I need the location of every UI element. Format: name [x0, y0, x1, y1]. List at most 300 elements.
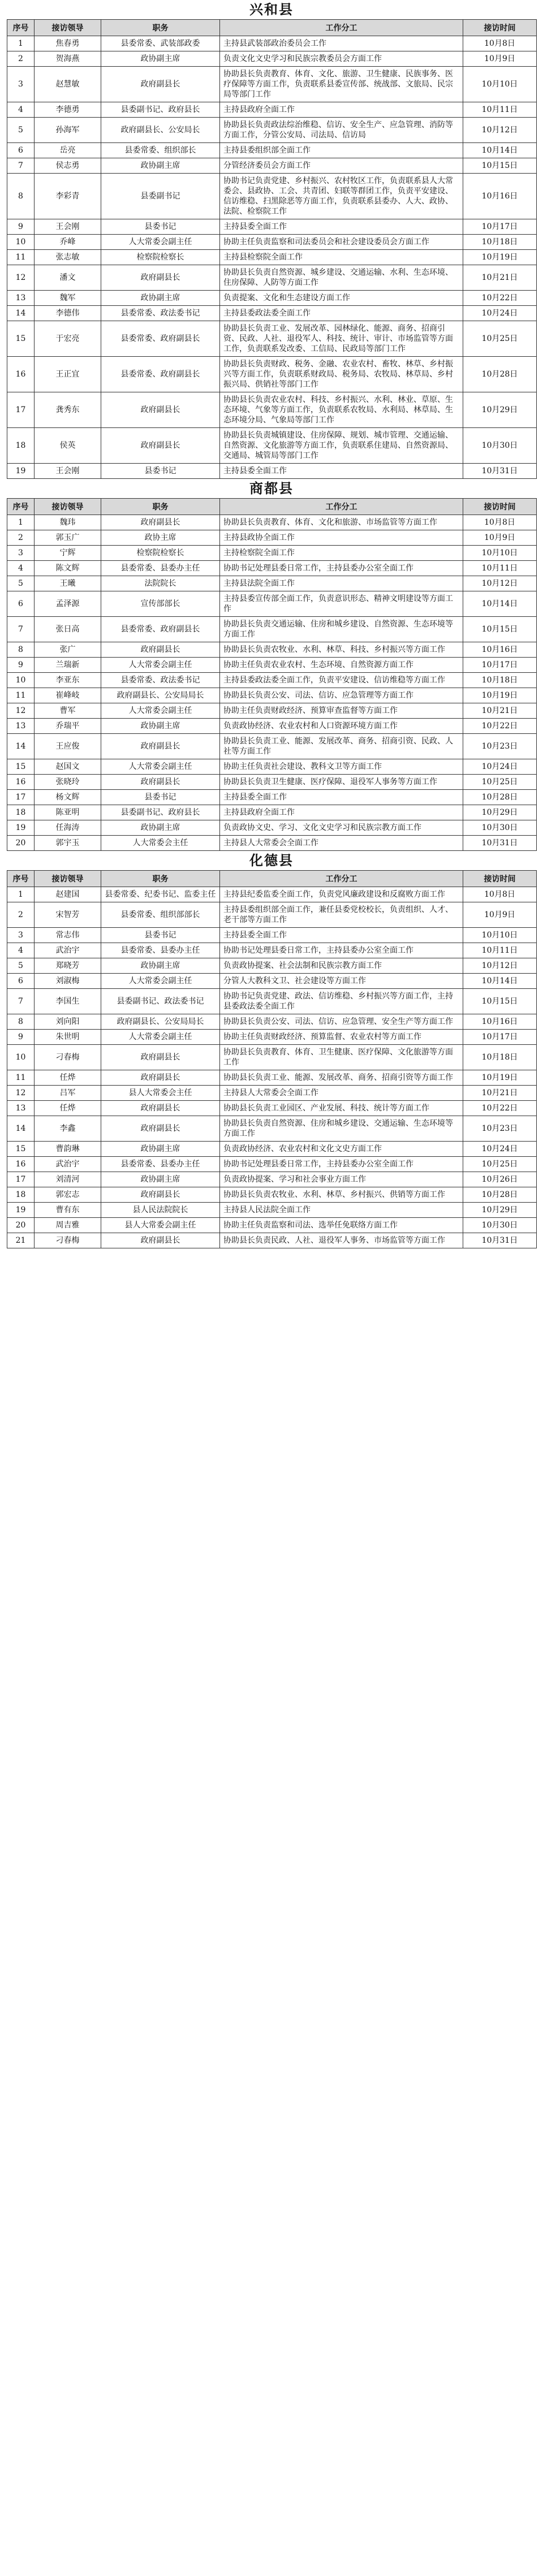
leader-position: 县委常委、县委办主任	[101, 943, 220, 958]
leader-name: 宋智芳	[35, 902, 101, 928]
table-row	[7, 790, 537, 805]
table-row	[7, 1172, 537, 1187]
leader-position: 政府副县长、公安局长	[101, 118, 220, 143]
leader-name: 焦春勇	[35, 36, 101, 51]
table-row	[7, 836, 537, 851]
work-division: 主持县委组织部全面工作	[220, 143, 463, 158]
leader-position: 宣传部部长	[101, 591, 220, 617]
reception-date: 10月23日	[463, 1116, 537, 1142]
table-row	[7, 1030, 537, 1045]
leader-name: 曹有东	[35, 1203, 101, 1218]
leader-name: 任海涛	[35, 820, 101, 836]
table-row	[7, 591, 537, 617]
work-division: 协助主任负责财政经济、预算审查监督等方面工作	[220, 703, 463, 719]
table-row	[7, 515, 537, 530]
leader-position: 县委常委、政府副县长	[101, 357, 220, 392]
work-division: 负责政协经济、农业农村和人口资源环境方面工作	[220, 719, 463, 734]
reception-date: 10月28日	[463, 1187, 537, 1203]
leader-name: 刁春梅	[35, 1233, 101, 1248]
leader-name: 郭宇玉	[35, 836, 101, 851]
row-index: 8	[7, 1014, 35, 1030]
work-division: 负责政协经济、农业农村和文化文史方面工作	[220, 1142, 463, 1157]
reception-date: 10月30日	[463, 428, 537, 464]
row-index: 7	[7, 158, 35, 174]
work-division: 协助县长负责自然资源、城乡建设、交通运输、水利、生态环境、住房保障、人防等方面工作	[220, 265, 463, 291]
reception-date: 10月10日	[463, 546, 537, 561]
leader-name: 赵慧敏	[35, 67, 101, 102]
column-header-date: 接访时间	[463, 499, 537, 515]
leader-name: 侯英	[35, 428, 101, 464]
work-division: 主持县人大常委会全面工作	[220, 836, 463, 851]
work-division: 协助县长负责财政、税务、金融、农业农村、畜牧、林草、乡村振兴等方面工作，负责联系财政局、税务局、农牧局、林草局、乡村振兴局、供销社等部门工作	[220, 357, 463, 392]
leader-position: 政协主席	[101, 530, 220, 546]
leader-name: 曹军	[35, 703, 101, 719]
table-row	[7, 321, 537, 357]
work-division: 主持县纪委监委全面工作，负责党风廉政建设和反腐败方面工作	[220, 887, 463, 902]
leader-name: 任烨	[35, 1070, 101, 1086]
reception-date: 10月26日	[463, 1172, 537, 1187]
reception-date: 10月11日	[463, 943, 537, 958]
table-row	[7, 158, 537, 174]
reception-date: 10月30日	[463, 1218, 537, 1233]
leader-name: 李德勇	[35, 102, 101, 118]
reception-date: 10月22日	[463, 719, 537, 734]
reception-date: 10月15日	[463, 989, 537, 1014]
leader-position: 县委副书记、政府县长	[101, 102, 220, 118]
table-row	[7, 928, 537, 943]
table-row	[7, 805, 537, 820]
leader-position: 政协副主席	[101, 51, 220, 67]
reception-date: 10月15日	[463, 617, 537, 642]
reception-schedule-table	[7, 870, 537, 1248]
work-division: 协助书记处理县委日常工作，主持县委办公室全面工作	[220, 561, 463, 576]
leader-position: 政协副主席	[101, 291, 220, 306]
leader-position: 县委书记	[101, 790, 220, 805]
county-title: 兴和县	[249, 1, 294, 18]
row-index: 17	[7, 392, 35, 428]
row-index: 6	[7, 143, 35, 158]
reception-date: 10月14日	[463, 974, 537, 989]
reception-date: 10月28日	[463, 790, 537, 805]
work-division: 主持县政府全面工作	[220, 805, 463, 820]
column-header-date: 接访时间	[463, 871, 537, 887]
row-index: 16	[7, 357, 35, 392]
leader-name: 乔瑞平	[35, 719, 101, 734]
row-index: 8	[7, 174, 35, 219]
table-row	[7, 759, 537, 775]
table-header-row	[7, 20, 537, 36]
row-index: 4	[7, 102, 35, 118]
row-index: 10	[7, 673, 35, 688]
table-row	[7, 1203, 537, 1218]
row-index: 5	[7, 118, 35, 143]
reception-date: 10月14日	[463, 591, 537, 617]
row-index: 4	[7, 561, 35, 576]
work-division: 负责政协文史、学习、文化文史学习和民族宗教方面工作	[220, 820, 463, 836]
row-index: 5	[7, 576, 35, 591]
leader-position: 县委常委、县委办主任	[101, 561, 220, 576]
table-row	[7, 902, 537, 928]
table-row	[7, 1086, 537, 1101]
row-index: 5	[7, 958, 35, 974]
row-index: 8	[7, 642, 35, 658]
column-header-idx: 序号	[7, 499, 35, 515]
row-index: 1	[7, 515, 35, 530]
row-index: 11	[7, 1070, 35, 1086]
work-division: 协助县长负责工业、发展改革、园林绿化、能源、商务、招商引资、民政、人社、退役军人、科技、统计、审计、市场监管等方面工作，负责联系发改委、工信局、民政局等部门工作	[220, 321, 463, 357]
work-division: 主持县委全面工作	[220, 790, 463, 805]
leader-name: 赵建国	[35, 887, 101, 902]
row-index: 14	[7, 734, 35, 759]
column-header-post: 职务	[101, 871, 220, 887]
row-index: 19	[7, 464, 35, 479]
work-division: 协助县长负责交通运输、住房和城乡建设、自然资源、生态环境等方面工作	[220, 617, 463, 642]
reception-date: 10月21日	[463, 265, 537, 291]
reception-date: 10月11日	[463, 102, 537, 118]
leader-position: 县委常委、政法委书记	[101, 306, 220, 321]
work-division: 主持县委政法委全面工作	[220, 306, 463, 321]
leader-position: 政府副县长	[101, 428, 220, 464]
row-index: 3	[7, 67, 35, 102]
work-division: 负责提案、文化和生态建设方面工作	[220, 291, 463, 306]
reception-date: 10月17日	[463, 658, 537, 673]
table-row	[7, 102, 537, 118]
leader-name: 陈亚明	[35, 805, 101, 820]
work-division: 负责政协提案、学习和社会事业方面工作	[220, 1172, 463, 1187]
reception-date: 10月31日	[463, 836, 537, 851]
row-index: 13	[7, 1101, 35, 1116]
work-division: 主持县委政法委全面工作，负责平安建设、信访维稳等方面工作	[220, 673, 463, 688]
leader-position: 政协副主席	[101, 719, 220, 734]
leader-position: 人大常委会副主任	[101, 658, 220, 673]
row-index: 2	[7, 51, 35, 67]
row-index: 3	[7, 928, 35, 943]
row-index: 16	[7, 1157, 35, 1172]
table-row	[7, 1142, 537, 1157]
reception-date: 10月18日	[463, 1045, 537, 1070]
leader-name: 侯志勇	[35, 158, 101, 174]
leader-name: 张志敏	[35, 250, 101, 265]
table-header-row	[7, 499, 537, 515]
column-header-duty: 工作分工	[220, 20, 463, 36]
work-division: 协助主任负责监察和司法、选举任免联络方面工作	[220, 1218, 463, 1233]
leader-position: 政府副县长	[101, 265, 220, 291]
row-index: 7	[7, 989, 35, 1014]
table-row	[7, 958, 537, 974]
table-row	[7, 306, 537, 321]
county-title: 化德县	[249, 852, 294, 868]
work-division: 协助县长负责教育、体育、文化、旅游、卫生健康、民族事务、医疗保障等方面工作，负责联系县委宣传部、统战部、文旅局、民宗局等部门工作	[220, 67, 463, 102]
leader-position: 检察院检察长	[101, 546, 220, 561]
table-row	[7, 357, 537, 392]
leader-position: 政府副县长	[101, 1233, 220, 1248]
leader-name: 魏玮	[35, 515, 101, 530]
reception-date: 10月19日	[463, 250, 537, 265]
reception-date: 10月18日	[463, 235, 537, 250]
leader-name: 任烨	[35, 1101, 101, 1116]
reception-date: 10月12日	[463, 958, 537, 974]
leader-name: 郭宏志	[35, 1187, 101, 1203]
reception-date: 10月10日	[463, 67, 537, 102]
reception-date: 10月25日	[463, 321, 537, 357]
work-division: 协助主任负责农业农村、生态环境、自然资源方面工作	[220, 658, 463, 673]
row-index: 16	[7, 775, 35, 790]
reception-date: 10月19日	[463, 1070, 537, 1086]
table-row	[7, 1233, 537, 1248]
row-index: 10	[7, 1045, 35, 1070]
leader-name: 潘文	[35, 265, 101, 291]
leader-position: 县人大常委会副主任	[101, 1218, 220, 1233]
table-row	[7, 1116, 537, 1142]
leader-position: 人大常委会副主任	[101, 759, 220, 775]
reception-date: 10月18日	[463, 673, 537, 688]
leader-position: 人大常委会副主任	[101, 974, 220, 989]
work-division: 协助县长负责农牧业、水利、林草、乡村振兴、供销等方面工作	[220, 1187, 463, 1203]
leader-name: 陈文辉	[35, 561, 101, 576]
leader-position: 县委书记	[101, 464, 220, 479]
leader-position: 政府副县长	[101, 642, 220, 658]
column-header-date: 接访时间	[463, 20, 537, 36]
table-row	[7, 719, 537, 734]
leader-name: 杨文辉	[35, 790, 101, 805]
row-index: 3	[7, 546, 35, 561]
table-row	[7, 250, 537, 265]
reception-date: 10月29日	[463, 392, 537, 428]
row-index: 15	[7, 321, 35, 357]
work-division: 协助主任负责监察和司法委员会和社会建设委员会方面工作	[220, 235, 463, 250]
row-index: 11	[7, 688, 35, 703]
work-division: 主持检察院全面工作	[220, 546, 463, 561]
work-division: 协助县长负责工业、能源、发展改革、商务、招商引资等方面工作	[220, 1070, 463, 1086]
leader-name: 魏军	[35, 291, 101, 306]
reception-date: 10月9日	[463, 530, 537, 546]
leader-name: 朱世明	[35, 1030, 101, 1045]
table-row	[7, 1157, 537, 1172]
leader-name: 兰瑞新	[35, 658, 101, 673]
reception-date: 10月24日	[463, 306, 537, 321]
row-index: 18	[7, 428, 35, 464]
county-section	[0, 851, 543, 1248]
work-division: 主持县人民法院全面工作	[220, 1203, 463, 1218]
row-index: 20	[7, 836, 35, 851]
table-row	[7, 943, 537, 958]
leader-name: 吕军	[35, 1086, 101, 1101]
table-row	[7, 392, 537, 428]
column-header-idx: 序号	[7, 20, 35, 36]
table-row	[7, 642, 537, 658]
leader-name: 龚秀东	[35, 392, 101, 428]
reception-date: 10月17日	[463, 219, 537, 235]
table-row	[7, 1070, 537, 1086]
row-index: 4	[7, 943, 35, 958]
work-division: 协助县长负责农业农村、科技、乡村振兴、水利、林业、草原、生态环境、气象等方面工作，负责联系农牧局、水利局、林草局、生态环境分局、气象局等部门工作	[220, 392, 463, 428]
leader-position: 政府副县长	[101, 67, 220, 102]
table-row	[7, 67, 537, 102]
work-division: 协助主任负责社会建设、教科文卫等方面工作	[220, 759, 463, 775]
reception-date: 10月8日	[463, 515, 537, 530]
table-row	[7, 775, 537, 790]
work-division: 协助书记负责党建、乡村振兴、农村牧区工作，负责联系县人大常委会、县政协、工会、共青团、妇联等群团工作，负责平安建设、信访维稳、扫黑除恶等方面工作，负责联系县委办、人大、政协、法院、检察院工作	[220, 174, 463, 219]
table-row	[7, 235, 537, 250]
leader-name: 王正宜	[35, 357, 101, 392]
leader-position: 县委常委、武装部政委	[101, 36, 220, 51]
leader-position: 县委书记	[101, 928, 220, 943]
table-row	[7, 561, 537, 576]
row-index: 1	[7, 887, 35, 902]
reception-date: 10月31日	[463, 1233, 537, 1248]
table-row	[7, 143, 537, 158]
leader-name: 常志伟	[35, 928, 101, 943]
reception-date: 10月19日	[463, 688, 537, 703]
reception-date: 10月28日	[463, 357, 537, 392]
table-row	[7, 887, 537, 902]
row-index: 10	[7, 235, 35, 250]
row-index: 14	[7, 1116, 35, 1142]
column-header-leader: 接访领导	[35, 20, 101, 36]
table-row	[7, 1101, 537, 1116]
work-division: 协助县长负责政法综治维稳、信访、安全生产、应急管理、消防等方面工作，分管公安局、司法局、信访局	[220, 118, 463, 143]
row-index: 1	[7, 36, 35, 51]
reception-schedule-table	[7, 19, 537, 479]
row-index: 21	[7, 1233, 35, 1248]
table-row	[7, 734, 537, 759]
leader-name: 周吉雅	[35, 1218, 101, 1233]
leader-position: 政府副县长	[101, 1070, 220, 1086]
leader-name: 张广	[35, 642, 101, 658]
table-row	[7, 219, 537, 235]
leader-name: 张晓玲	[35, 775, 101, 790]
table-row	[7, 530, 537, 546]
reception-date: 10月14日	[463, 143, 537, 158]
table-row	[7, 174, 537, 219]
leader-name: 郑晓芳	[35, 958, 101, 974]
leader-name: 武治宇	[35, 943, 101, 958]
leader-name: 刘清河	[35, 1172, 101, 1187]
leader-name: 崔峰岐	[35, 688, 101, 703]
county-section	[0, 479, 543, 851]
row-index: 2	[7, 530, 35, 546]
leader-name: 李亚东	[35, 673, 101, 688]
leader-position: 检察院检察长	[101, 250, 220, 265]
leader-name: 王曦	[35, 576, 101, 591]
row-index: 15	[7, 1142, 35, 1157]
leader-position: 县委书记	[101, 219, 220, 235]
leader-name: 王应俊	[35, 734, 101, 759]
table-row	[7, 546, 537, 561]
leader-position: 政府副县长、公安局局长	[101, 1014, 220, 1030]
work-division: 协助县长负责公安、司法、信访、应急管理等方面工作	[220, 688, 463, 703]
leader-position: 县委副书记、政府县长	[101, 805, 220, 820]
row-index: 9	[7, 1030, 35, 1045]
leader-position: 政府副县长	[101, 1101, 220, 1116]
work-division: 主持县政府全面工作	[220, 102, 463, 118]
work-division: 协助县长负责城镇建设、住房保障、规划、城市管理、交通运输、自然资源、文化旅游等方面工作，负责联系住建局、自然资源局、交通局、城管局等部门工作	[220, 428, 463, 464]
work-division: 主持县委全面工作	[220, 464, 463, 479]
leader-name: 王会刚	[35, 219, 101, 235]
leader-position: 县委常委、组织部长	[101, 143, 220, 158]
column-header-post: 职务	[101, 499, 220, 515]
table-row	[7, 1014, 537, 1030]
leader-position: 县人民法院院长	[101, 1203, 220, 1218]
column-header-duty: 工作分工	[220, 499, 463, 515]
work-division: 协助县长负责自然资源、住房和城乡建设、交通运输、生态环境等方面工作	[220, 1116, 463, 1142]
reception-date: 10月10日	[463, 928, 537, 943]
leader-position: 人大常委会副主任	[101, 703, 220, 719]
leader-name: 宁辉	[35, 546, 101, 561]
work-division: 协助书记负责党建、政法、信访维稳、乡村振兴等方面工作，主持县委政法委全面工作	[220, 989, 463, 1014]
column-header-leader: 接访领导	[35, 871, 101, 887]
table-header-row	[7, 871, 537, 887]
row-index: 9	[7, 219, 35, 235]
reception-date: 10月9日	[463, 51, 537, 67]
work-division: 协助县长负责教育、体育、文化和旅游、市场监管等方面工作	[220, 515, 463, 530]
row-index: 12	[7, 265, 35, 291]
reception-date: 10月24日	[463, 759, 537, 775]
work-division: 协助县长负责民政、人社、退役军人事务、市场监管等方面工作	[220, 1233, 463, 1248]
table-row	[7, 291, 537, 306]
leader-name: 孟泽源	[35, 591, 101, 617]
row-index: 11	[7, 250, 35, 265]
leader-name: 于宏亮	[35, 321, 101, 357]
work-division: 主持县委宣传部全面工作，负责意识形态、精神文明建设等方面工作	[220, 591, 463, 617]
row-index: 19	[7, 1203, 35, 1218]
reception-date: 10月12日	[463, 118, 537, 143]
work-division: 主持县委组织部全面工作，兼任县委党校校长，负责组织、人才、老干部等方面工作	[220, 902, 463, 928]
leader-position: 政府副县长	[101, 1187, 220, 1203]
leader-position: 政府副县长	[101, 734, 220, 759]
leader-position: 县委常委、纪委书记、监委主任	[101, 887, 220, 902]
reception-date: 10月30日	[463, 820, 537, 836]
leader-position: 政府副县长	[101, 775, 220, 790]
work-division: 协助县长负责公安、司法、信访、应急管理、安全生产等方面工作	[220, 1014, 463, 1030]
row-index: 2	[7, 902, 35, 928]
leader-position: 县委副书记	[101, 174, 220, 219]
reception-date: 10月22日	[463, 1101, 537, 1116]
leader-name: 赵国文	[35, 759, 101, 775]
county-title: 商都县	[249, 480, 294, 496]
reception-date: 10月9日	[463, 902, 537, 928]
reception-date: 10月21日	[463, 703, 537, 719]
leader-name: 刘向阳	[35, 1014, 101, 1030]
column-header-idx: 序号	[7, 871, 35, 887]
reception-date: 10月25日	[463, 775, 537, 790]
leader-position: 县委常委、政府副县长	[101, 617, 220, 642]
reception-date: 10月15日	[463, 158, 537, 174]
leader-position: 县委副书记、政法委书记	[101, 989, 220, 1014]
row-index: 6	[7, 974, 35, 989]
table-row	[7, 703, 537, 719]
work-division: 协助主任负责财政经济、预算监督、农业农村等方面工作	[220, 1030, 463, 1045]
leader-position: 政府副县长、公安局局长	[101, 688, 220, 703]
leader-position: 人大常委会副主任	[101, 1030, 220, 1045]
reception-date: 10月21日	[463, 1086, 537, 1101]
reception-date: 10月8日	[463, 36, 537, 51]
table-row	[7, 658, 537, 673]
table-row	[7, 974, 537, 989]
leader-position: 人大常委会副主任	[101, 235, 220, 250]
work-division: 负责文化文史学习和民族宗教委员会方面工作	[220, 51, 463, 67]
leader-name: 李德伟	[35, 306, 101, 321]
table-row	[7, 1045, 537, 1070]
row-index: 12	[7, 1086, 35, 1101]
row-index: 20	[7, 1218, 35, 1233]
column-header-leader: 接访领导	[35, 499, 101, 515]
leader-name: 武治宇	[35, 1157, 101, 1172]
leader-position: 政府副县长	[101, 1045, 220, 1070]
row-index: 13	[7, 719, 35, 734]
reception-date: 10月12日	[463, 576, 537, 591]
row-index: 14	[7, 306, 35, 321]
